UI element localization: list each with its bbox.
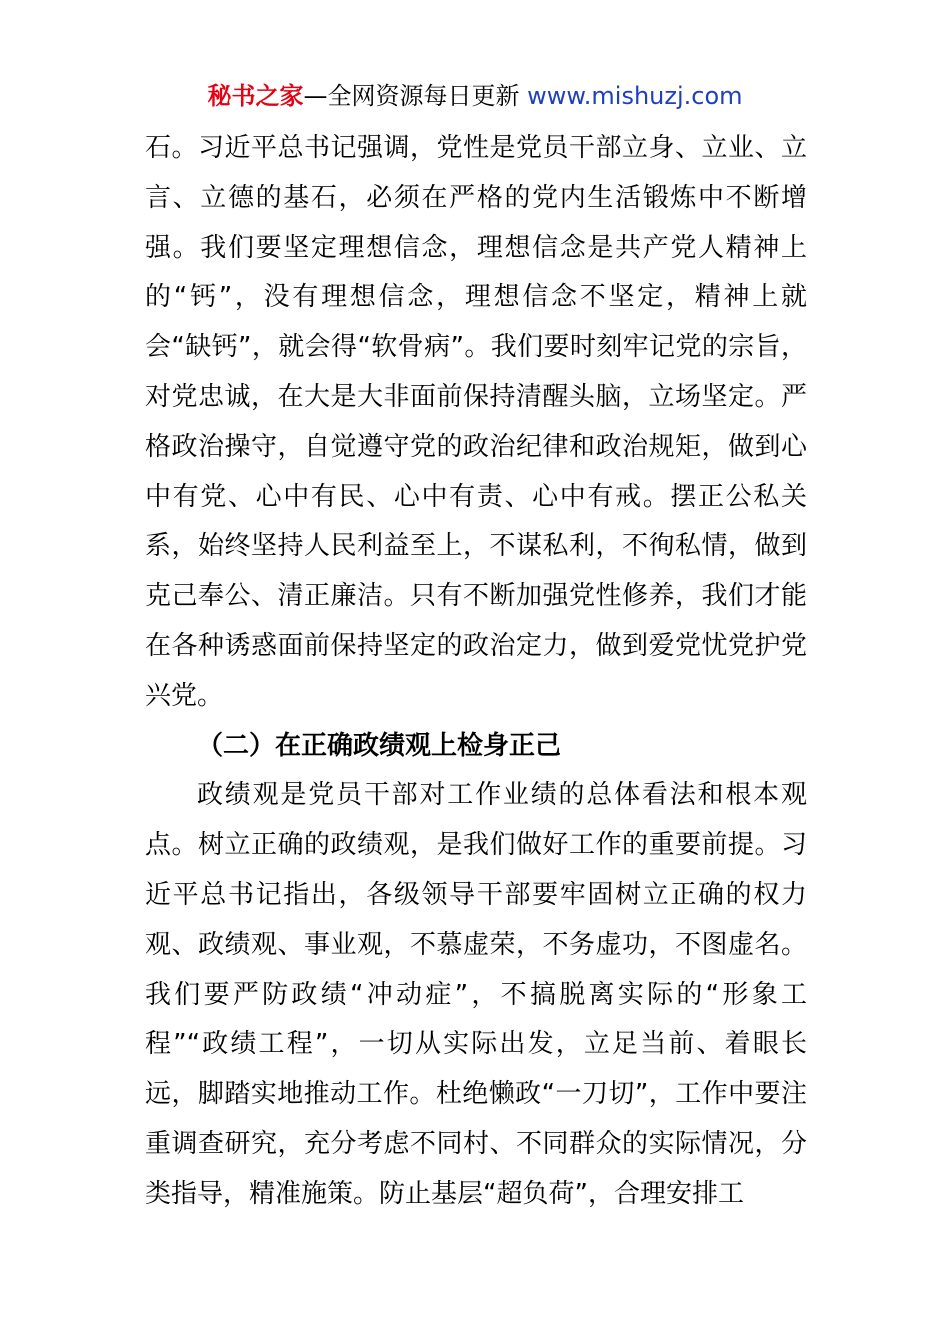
body-paragraph: 石。习近平总书记强调，党性是党员干部立身、立业、立言、立德的基石，必须在严格的党内生活锻炼中不断增强。我们要坚定理想信念，理想信念是共产党人精神上的“钙”，没有理想信念，理想信念不坚定，精神上就会“缺钙”，就会得“软骨病”。我们要时刻牢记党的宗旨，对党忠诚，在大是大非面前保持清醒头脑，立场坚定。严格政治操守，自觉遵守党的政治纪律和政治规矩，做到心中有党、心中有民、心中有责、心中有戒。摆正公私关系，始终坚持人民利益至上，不谋私利，不徇私情，做到克己奉公、清正廉洁。只有不断加强党性修养，我们才能在各种诱惑面前保持坚定的政治定力，做到爱党忧党护党兴党。	[145, 133, 807, 711]
header-tagline: —全网资源每日更新	[303, 82, 520, 110]
document-body	[145, 124, 807, 1220]
body-paragraph: 政绩观是党员干部对工作业绩的总体看法和根本观点。树立正确的政绩观，是我们做好工作的重要前提。习近平总书记指出，各级领导干部要牢固树立正确的权力观、政绩观、事业观，不慕虚荣，不务虚功，不图虚名。我们要严防政绩“冲动症”，不搞脱离实际的“形象工程”“政绩工程”，一切从实际出发，立足当前、着眼长远，脚踏实地推动工作。杜绝懒政“一刀切”，工作中要注重调查研究，充分考虑不同村、不同群众的实际情况，分类指导，精准施策。防止基层“超负荷”，合理安排工	[145, 780, 807, 1209]
site-url: www.mishuzj.com	[527, 82, 743, 110]
section-heading: （二）在正确政绩观上检身正己	[197, 730, 562, 761]
brand-name: 秘书之家	[207, 82, 304, 110]
page-header	[0, 78, 950, 114]
